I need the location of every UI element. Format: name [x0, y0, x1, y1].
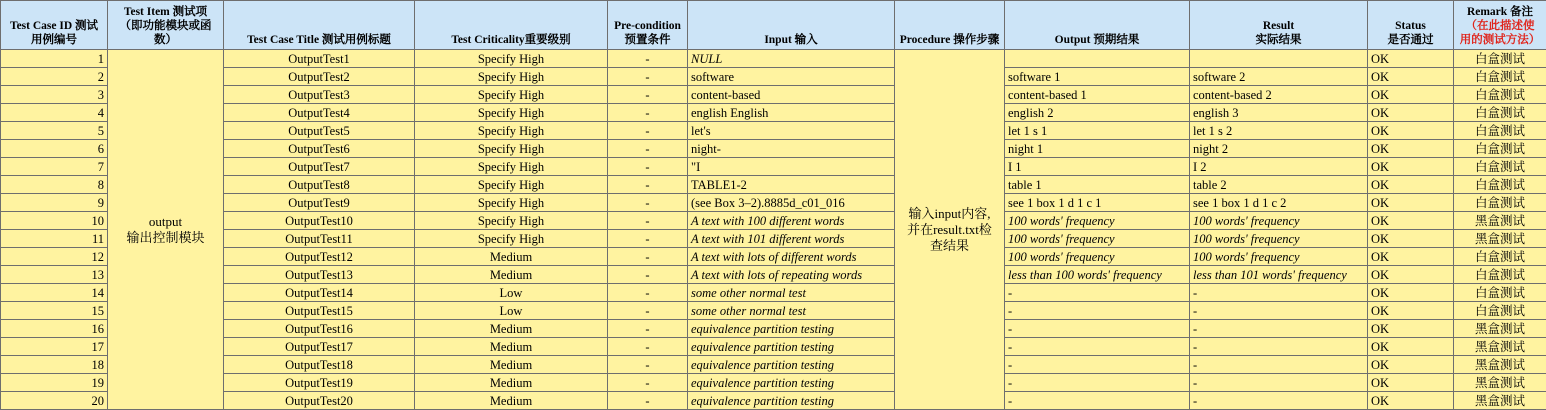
cell-result[interactable]: content-based 2 [1190, 86, 1368, 104]
cell-test-case-title[interactable]: OutputTest19 [224, 374, 415, 392]
cell-remark[interactable]: 白盒测试 [1454, 158, 1546, 176]
header-item-line2: （即功能模块或函 [110, 19, 221, 33]
cell-output[interactable]: - [1005, 302, 1190, 320]
cell-criticality[interactable]: Specify High [415, 50, 608, 68]
cell-output[interactable] [1005, 50, 1190, 68]
cell-pre-condition[interactable]: - [608, 392, 688, 410]
cell-input[interactable]: let's [688, 122, 895, 140]
cell-result[interactable]: software 2 [1190, 68, 1368, 86]
cell-criticality[interactable]: Medium [415, 248, 608, 266]
cell-status[interactable]: OK [1368, 122, 1454, 140]
header-result-line1: Result [1192, 19, 1365, 33]
cell-output[interactable]: less than 100 words' frequency [1005, 266, 1190, 284]
header-result[interactable] [1190, 1, 1368, 50]
cell-test-case-id[interactable]: 19 [1, 374, 108, 392]
cell-test-case-id[interactable]: 1 [1, 50, 108, 68]
cell-criticality[interactable]: Medium [415, 392, 608, 410]
header-item-line3: 数） [110, 33, 221, 47]
header-remark-note-line1: （在此描述使 [1466, 20, 1535, 32]
table-row [1, 86, 1546, 104]
cell-output[interactable]: 100 words' frequency [1005, 248, 1190, 266]
cell-result[interactable]: - [1190, 338, 1368, 356]
cell-status[interactable]: OK [1368, 176, 1454, 194]
cell-remark[interactable]: 黑盒测试 [1454, 356, 1546, 374]
cell-pre-condition[interactable]: - [608, 104, 688, 122]
cell-result[interactable]: 100 words' frequency [1190, 230, 1368, 248]
cell-result[interactable]: - [1190, 356, 1368, 374]
cell-status[interactable]: OK [1368, 338, 1454, 356]
cell-pre-condition[interactable]: - [608, 230, 688, 248]
header-criticality-text: Test Criticality重要级别 [451, 34, 570, 46]
cell-test-case-title[interactable]: OutputTest8 [224, 176, 415, 194]
header-test-case-id[interactable] [1, 1, 108, 50]
cell-remark[interactable]: 白盒测试 [1454, 140, 1546, 158]
table-row [1, 194, 1546, 212]
cell-test-case-title[interactable]: OutputTest6 [224, 140, 415, 158]
cell-remark[interactable]: 白盒测试 [1454, 248, 1546, 266]
cell-status[interactable]: OK [1368, 50, 1454, 68]
cell-result[interactable]: - [1190, 392, 1368, 410]
cell-input[interactable]: software [688, 68, 895, 86]
header-remark[interactable] [1454, 1, 1546, 50]
cell-input[interactable]: (see Box 3–2).8885d_c01_016 [688, 194, 895, 212]
cell-remark[interactable]: 黑盒测试 [1454, 320, 1546, 338]
cell-criticality[interactable]: Specify High [415, 68, 608, 86]
header-output-text: Output 预期结果 [1055, 34, 1140, 46]
procedure-line2: 并在result.txt检 [898, 222, 1001, 238]
header-procedure[interactable] [895, 1, 1005, 50]
table-row [1, 356, 1546, 374]
cell-test-case-title[interactable]: OutputTest14 [224, 284, 415, 302]
cell-input[interactable]: "I [688, 158, 895, 176]
cell-status[interactable]: OK [1368, 104, 1454, 122]
table-row [1, 50, 1546, 68]
cell-result[interactable] [1190, 50, 1368, 68]
procedure-line3: 查结果 [898, 238, 1001, 254]
table-row [1, 302, 1546, 320]
cell-criticality[interactable]: Medium [415, 356, 608, 374]
header-remark-prefix: Remark 备注 [1467, 6, 1533, 18]
cell-test-case-id[interactable]: 8 [1, 176, 108, 194]
cell-pre-condition[interactable]: - [608, 302, 688, 320]
cell-test-case-title[interactable]: OutputTest1 [224, 50, 415, 68]
cell-test-case-title[interactable]: OutputTest16 [224, 320, 415, 338]
cell-test-case-id[interactable]: 6 [1, 140, 108, 158]
cell-pre-condition[interactable]: - [608, 176, 688, 194]
table-row [1, 230, 1546, 248]
cell-input[interactable]: NULL [688, 50, 895, 68]
cell-procedure-merged[interactable] [895, 50, 1005, 410]
cell-input[interactable]: A text with lots of repeating words [688, 266, 895, 284]
cell-pre-condition[interactable]: - [608, 212, 688, 230]
cell-pre-condition[interactable]: - [608, 320, 688, 338]
header-row [1, 1, 1546, 50]
cell-output[interactable]: night 1 [1005, 140, 1190, 158]
header-test-criticality[interactable] [415, 1, 608, 50]
table-row [1, 248, 1546, 266]
cell-pre-condition[interactable]: - [608, 86, 688, 104]
cell-output[interactable]: - [1005, 338, 1190, 356]
cell-status[interactable]: OK [1368, 230, 1454, 248]
table-row [1, 284, 1546, 302]
cell-output[interactable]: table 1 [1005, 176, 1190, 194]
table-row [1, 176, 1546, 194]
cell-criticality[interactable]: Specify High [415, 140, 608, 158]
cell-test-case-id[interactable]: 20 [1, 392, 108, 410]
cell-remark[interactable]: 黑盒测试 [1454, 374, 1546, 392]
cell-status[interactable]: OK [1368, 140, 1454, 158]
cell-criticality[interactable]: Medium [415, 320, 608, 338]
cell-output[interactable]: english 2 [1005, 104, 1190, 122]
cell-result[interactable]: 100 words' frequency [1190, 212, 1368, 230]
cell-remark[interactable]: 黑盒测试 [1454, 392, 1546, 410]
header-pre-condition[interactable] [608, 1, 688, 50]
cell-test-case-id[interactable]: 18 [1, 356, 108, 374]
cell-test-item-merged[interactable] [108, 50, 224, 410]
table-row [1, 122, 1546, 140]
cell-test-case-title[interactable]: OutputTest17 [224, 338, 415, 356]
table-row [1, 212, 1546, 230]
header-result-line2: 实际结果 [1192, 33, 1365, 47]
cell-input[interactable]: equivalence partition testing [688, 320, 895, 338]
header-title-text: Test Case Title 测试用例标题 [247, 34, 391, 46]
table-row [1, 392, 1546, 410]
cell-output[interactable]: let 1 s 1 [1005, 122, 1190, 140]
cell-result[interactable]: let 1 s 2 [1190, 122, 1368, 140]
cell-remark[interactable]: 白盒测试 [1454, 104, 1546, 122]
cell-test-case-title[interactable]: OutputTest3 [224, 86, 415, 104]
header-input[interactable] [688, 1, 895, 50]
table-body [1, 50, 1546, 410]
cell-pre-condition[interactable]: - [608, 158, 688, 176]
cell-status[interactable]: OK [1368, 86, 1454, 104]
cell-output[interactable]: I 1 [1005, 158, 1190, 176]
table-row [1, 338, 1546, 356]
cell-test-case-id[interactable]: 3 [1, 86, 108, 104]
cell-criticality[interactable]: Specify High [415, 194, 608, 212]
header-id-line2: 用例编号 [3, 33, 105, 47]
cell-result[interactable]: - [1190, 320, 1368, 338]
cell-status[interactable]: OK [1368, 194, 1454, 212]
table-row [1, 104, 1546, 122]
cell-test-case-id[interactable]: 10 [1, 212, 108, 230]
cell-test-case-title[interactable]: OutputTest4 [224, 104, 415, 122]
cell-test-case-id[interactable]: 9 [1, 194, 108, 212]
cell-test-case-title[interactable]: OutputTest15 [224, 302, 415, 320]
cell-pre-condition[interactable]: - [608, 122, 688, 140]
cell-remark[interactable]: 白盒测试 [1454, 50, 1546, 68]
header-remark-note-line2: 用的测试方法） [1456, 33, 1544, 47]
cell-test-case-id[interactable]: 12 [1, 248, 108, 266]
cell-test-case-id[interactable]: 14 [1, 284, 108, 302]
cell-status[interactable]: OK [1368, 212, 1454, 230]
cell-pre-condition[interactable]: - [608, 266, 688, 284]
cell-criticality[interactable]: Specify High [415, 158, 608, 176]
cell-test-case-id[interactable]: 4 [1, 104, 108, 122]
cell-output[interactable]: content-based 1 [1005, 86, 1190, 104]
cell-status[interactable]: OK [1368, 68, 1454, 86]
header-test-item[interactable] [108, 1, 224, 50]
cell-input[interactable]: equivalence partition testing [688, 374, 895, 392]
cell-remark[interactable]: 黑盒测试 [1454, 338, 1546, 356]
cell-result[interactable]: table 2 [1190, 176, 1368, 194]
cell-pre-condition[interactable]: - [608, 338, 688, 356]
procedure-line1: 输入input内容, [898, 206, 1001, 222]
cell-input[interactable]: TABLE1-2 [688, 176, 895, 194]
cell-input[interactable]: A text with 101 different words [688, 230, 895, 248]
cell-input[interactable]: some other normal test [688, 302, 895, 320]
cell-output[interactable]: see 1 box 1 d 1 c 1 [1005, 194, 1190, 212]
cell-output[interactable]: - [1005, 374, 1190, 392]
cell-input[interactable]: equivalence partition testing [688, 356, 895, 374]
table-row [1, 140, 1546, 158]
cell-result[interactable]: night 2 [1190, 140, 1368, 158]
table-row [1, 158, 1546, 176]
cell-remark[interactable]: 黑盒测试 [1454, 230, 1546, 248]
cell-criticality[interactable]: Specify High [415, 104, 608, 122]
cell-test-case-title[interactable]: OutputTest2 [224, 68, 415, 86]
header-status[interactable] [1368, 1, 1454, 50]
cell-input[interactable]: equivalence partition testing [688, 338, 895, 356]
cell-test-case-id[interactable]: 13 [1, 266, 108, 284]
cell-result[interactable]: less than 101 words' frequency [1190, 266, 1368, 284]
cell-result[interactable]: english 3 [1190, 104, 1368, 122]
cell-pre-condition[interactable]: - [608, 356, 688, 374]
cell-test-case-id[interactable]: 15 [1, 302, 108, 320]
cell-criticality[interactable]: Specify High [415, 212, 608, 230]
cell-pre-condition[interactable]: - [608, 68, 688, 86]
cell-criticality[interactable]: Medium [415, 266, 608, 284]
cell-status[interactable]: OK [1368, 266, 1454, 284]
cell-pre-condition[interactable]: - [608, 284, 688, 302]
cell-output[interactable]: software 1 [1005, 68, 1190, 86]
cell-test-case-title[interactable]: OutputTest10 [224, 212, 415, 230]
cell-criticality[interactable]: Low [415, 302, 608, 320]
cell-output[interactable]: 100 words' frequency [1005, 230, 1190, 248]
cell-output[interactable]: - [1005, 392, 1190, 410]
cell-input[interactable]: night- [688, 140, 895, 158]
cell-test-case-title[interactable]: OutputTest5 [224, 122, 415, 140]
cell-remark[interactable]: 白盒测试 [1454, 86, 1546, 104]
cell-test-case-title[interactable]: OutputTest7 [224, 158, 415, 176]
header-input-text: Input 输入 [764, 34, 817, 46]
cell-result[interactable]: - [1190, 284, 1368, 302]
cell-result[interactable]: see 1 box 1 d 1 c 2 [1190, 194, 1368, 212]
header-id-line1: Test Case ID 测试 [3, 19, 105, 33]
cell-pre-condition[interactable]: - [608, 248, 688, 266]
cell-pre-condition[interactable]: - [608, 374, 688, 392]
cell-result[interactable]: - [1190, 374, 1368, 392]
header-precond-line1: Pre-condition [610, 19, 685, 33]
cell-criticality[interactable]: Specify High [415, 86, 608, 104]
table-row [1, 374, 1546, 392]
cell-input[interactable]: A text with 100 different words [688, 212, 895, 230]
cell-remark[interactable]: 白盒测试 [1454, 266, 1546, 284]
header-status-line2: 是否通过 [1370, 33, 1451, 47]
cell-test-case-title[interactable]: OutputTest12 [224, 248, 415, 266]
header-item-line1: Test Item 测试项 [110, 5, 221, 19]
cell-test-case-title[interactable]: OutputTest9 [224, 194, 415, 212]
cell-pre-condition[interactable]: - [608, 194, 688, 212]
header-procedure-text: Procedure 操作步骤 [900, 34, 1000, 46]
cell-criticality[interactable]: Medium [415, 338, 608, 356]
cell-result[interactable]: - [1190, 302, 1368, 320]
cell-remark[interactable]: 白盒测试 [1454, 68, 1546, 86]
cell-test-case-id[interactable]: 5 [1, 122, 108, 140]
cell-status[interactable]: OK [1368, 356, 1454, 374]
test-item-line1: output [111, 214, 220, 230]
cell-output[interactable]: - [1005, 320, 1190, 338]
cell-output[interactable]: - [1005, 356, 1190, 374]
header-output[interactable] [1005, 1, 1190, 50]
header-precond-line2: 预置条件 [610, 33, 685, 47]
test-item-line2: 输出控制模块 [111, 230, 220, 246]
cell-test-case-title[interactable]: OutputTest11 [224, 230, 415, 248]
cell-status[interactable]: OK [1368, 320, 1454, 338]
cell-test-case-title[interactable]: OutputTest13 [224, 266, 415, 284]
cell-pre-condition[interactable]: - [608, 50, 688, 68]
cell-status[interactable]: OK [1368, 302, 1454, 320]
cell-remark[interactable]: 白盒测试 [1454, 122, 1546, 140]
cell-test-case-title[interactable]: OutputTest20 [224, 392, 415, 410]
cell-criticality[interactable]: Specify High [415, 230, 608, 248]
cell-remark[interactable]: 黑盒测试 [1454, 212, 1546, 230]
cell-result[interactable]: I 2 [1190, 158, 1368, 176]
cell-remark[interactable]: 白盒测试 [1454, 302, 1546, 320]
cell-input[interactable]: content-based [688, 86, 895, 104]
cell-test-case-id[interactable]: 11 [1, 230, 108, 248]
cell-test-case-id[interactable]: 17 [1, 338, 108, 356]
table-row [1, 68, 1546, 86]
cell-output[interactable]: - [1005, 284, 1190, 302]
cell-status[interactable]: OK [1368, 374, 1454, 392]
cell-input[interactable]: A text with lots of different words [688, 248, 895, 266]
cell-test-case-id[interactable]: 2 [1, 68, 108, 86]
cell-status[interactable]: OK [1368, 248, 1454, 266]
cell-test-case-id[interactable]: 7 [1, 158, 108, 176]
cell-status[interactable]: OK [1368, 158, 1454, 176]
cell-remark[interactable]: 白盒测试 [1454, 176, 1546, 194]
cell-input[interactable]: equivalence partition testing [688, 392, 895, 410]
cell-output[interactable]: 100 words' frequency [1005, 212, 1190, 230]
table-row [1, 266, 1546, 284]
header-status-line1: Status [1370, 19, 1451, 33]
cell-remark[interactable]: 白盒测试 [1454, 284, 1546, 302]
cell-criticality[interactable]: Low [415, 284, 608, 302]
cell-criticality[interactable]: Medium [415, 374, 608, 392]
cell-status[interactable]: OK [1368, 392, 1454, 410]
cell-criticality[interactable]: Specify High [415, 176, 608, 194]
cell-remark[interactable]: 白盒测试 [1454, 194, 1546, 212]
cell-input[interactable]: some other normal test [688, 284, 895, 302]
cell-test-case-id[interactable]: 16 [1, 320, 108, 338]
cell-input[interactable]: english English [688, 104, 895, 122]
cell-result[interactable]: 100 words' frequency [1190, 248, 1368, 266]
cell-criticality[interactable]: Specify High [415, 122, 608, 140]
header-test-case-title[interactable] [224, 1, 415, 50]
cell-test-case-title[interactable]: OutputTest18 [224, 356, 415, 374]
table-row [1, 320, 1546, 338]
cell-status[interactable]: OK [1368, 284, 1454, 302]
cell-pre-condition[interactable]: - [608, 140, 688, 158]
